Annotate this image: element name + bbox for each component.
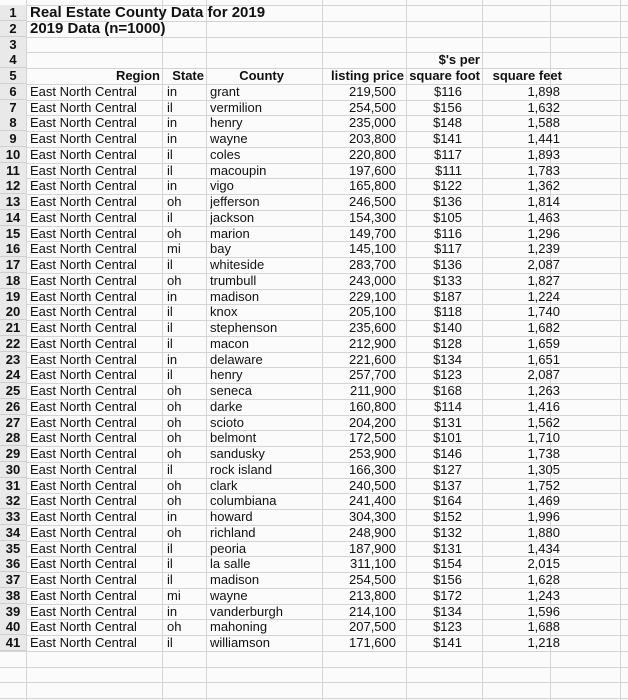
cell-square-feet[interactable]: 1,441 xyxy=(527,131,560,146)
cell-square-feet[interactable]: 1,632 xyxy=(527,100,560,115)
sheet-subtitle[interactable]: 2019 Data (n=1000) xyxy=(30,21,166,37)
row-number[interactable]: 21 xyxy=(0,320,26,336)
cell-state[interactable]: il xyxy=(167,304,173,319)
row-number[interactable]: 41 xyxy=(0,635,26,651)
cell-region[interactable]: East North Central xyxy=(30,178,137,193)
cell-price-per-sqft[interactable]: $105 xyxy=(433,210,462,225)
cell-price-per-sqft[interactable]: $136 xyxy=(433,257,462,272)
cell-region[interactable]: East North Central xyxy=(30,493,137,508)
cell-state[interactable]: oh xyxy=(167,383,182,398)
cell-square-feet[interactable]: 1,651 xyxy=(527,352,560,367)
cell-price-per-sqft[interactable]: $127 xyxy=(433,462,462,477)
cell-state[interactable]: mi xyxy=(167,241,181,256)
cell-price-per-sqft[interactable]: $123 xyxy=(433,367,462,382)
row-number[interactable]: 33 xyxy=(0,509,26,525)
cell-listing-price[interactable]: 283,700 xyxy=(349,257,396,272)
cell-listing-price[interactable]: 213,800 xyxy=(349,588,396,603)
cell-listing-price[interactable]: 214,100 xyxy=(349,604,396,619)
cell-price-per-sqft[interactable]: $156 xyxy=(433,572,462,587)
cell-county[interactable]: macon xyxy=(210,336,250,351)
cell-price-per-sqft[interactable]: $172 xyxy=(433,588,462,603)
cell-region[interactable]: East North Central xyxy=(30,352,137,367)
cell-price-per-sqft[interactable]: $156 xyxy=(433,100,462,115)
cell-square-feet[interactable]: 1,588 xyxy=(527,115,560,130)
cell-listing-price[interactable]: 160,800 xyxy=(349,399,396,414)
cell-square-feet[interactable]: 1,224 xyxy=(527,289,560,304)
row-number[interactable]: 35 xyxy=(0,541,26,557)
cell-region[interactable]: East North Central xyxy=(30,131,137,146)
cell-region[interactable]: East North Central xyxy=(30,462,137,477)
cell-listing-price[interactable]: 171,600 xyxy=(349,635,396,650)
cell-state[interactable]: in xyxy=(167,131,178,146)
row-number[interactable]: 38 xyxy=(0,588,26,604)
cell-county[interactable]: howard xyxy=(210,509,253,524)
cell-price-per-sqft[interactable]: $148 xyxy=(433,115,462,130)
row-number[interactable]: 39 xyxy=(0,604,26,620)
sheet-title[interactable]: Real Estate County Data for 2019 xyxy=(30,5,266,21)
cell-region[interactable]: East North Central xyxy=(30,399,137,414)
row-number[interactable]: 12 xyxy=(0,178,26,194)
cell-region[interactable]: East North Central xyxy=(30,604,137,619)
cell-square-feet[interactable]: 2,087 xyxy=(527,367,560,382)
cell-county[interactable]: seneca xyxy=(210,383,252,398)
cell-price-per-sqft[interactable]: $133 xyxy=(433,273,462,288)
row-number[interactable]: 27 xyxy=(0,415,26,431)
row-number[interactable]: 25 xyxy=(0,383,26,399)
cell-price-per-sqft[interactable]: $134 xyxy=(433,604,462,619)
cell-listing-price[interactable]: 172,500 xyxy=(349,430,396,445)
cell-listing-price[interactable]: 165,800 xyxy=(349,178,396,193)
cell-county[interactable]: coles xyxy=(210,147,241,162)
cell-region[interactable]: East North Central xyxy=(30,415,137,430)
row-number[interactable]: 11 xyxy=(0,163,26,179)
cell-county[interactable]: grant xyxy=(210,84,240,99)
cell-county[interactable]: henry xyxy=(210,367,243,382)
row-number[interactable]: 15 xyxy=(0,226,26,242)
cell-listing-price[interactable]: 203,800 xyxy=(349,131,396,146)
cell-listing-price[interactable]: 197,600 xyxy=(349,163,396,178)
cell-square-feet[interactable]: 1,562 xyxy=(527,415,560,430)
cell-county[interactable]: delaware xyxy=(210,352,263,367)
cell-region[interactable]: East North Central xyxy=(30,210,137,225)
grid-line-horizontal xyxy=(0,682,628,683)
cell-price-per-sqft[interactable]: $168 xyxy=(433,383,462,398)
row-number[interactable]: 14 xyxy=(0,210,26,226)
row-number[interactable]: 23 xyxy=(0,352,26,368)
cell-price-per-sqft[interactable]: $111 xyxy=(435,163,462,178)
grid-line-horizontal xyxy=(0,37,628,38)
cell-square-feet[interactable]: 1,305 xyxy=(527,462,560,477)
row-number[interactable]: 5 xyxy=(0,68,26,84)
cell-listing-price[interactable]: 149,700 xyxy=(349,226,396,241)
row-number[interactable]: 9 xyxy=(0,131,26,147)
cell-state[interactable]: oh xyxy=(167,525,182,540)
cell-square-feet[interactable]: 1,996 xyxy=(527,509,560,524)
cell-region[interactable]: East North Central xyxy=(30,320,137,335)
cell-state[interactable]: oh xyxy=(167,194,182,209)
cell-state[interactable]: il xyxy=(167,257,173,272)
cell-region[interactable]: East North Central xyxy=(30,383,137,398)
cell-region[interactable]: East North Central xyxy=(30,241,137,256)
cell-listing-price[interactable]: 235,600 xyxy=(349,320,396,335)
cell-region[interactable]: East North Central xyxy=(30,273,137,288)
cell-listing-price[interactable]: 219,500 xyxy=(349,84,396,99)
cell-square-feet[interactable]: 1,362 xyxy=(527,178,560,193)
cell-county[interactable]: scioto xyxy=(210,415,244,430)
row-number[interactable]: 30 xyxy=(0,462,26,478)
row-number[interactable]: 8 xyxy=(0,115,26,131)
row-number[interactable]: 13 xyxy=(0,194,26,210)
cell-listing-price[interactable]: 253,900 xyxy=(349,446,396,461)
cell-state[interactable]: in xyxy=(167,509,178,524)
cell-price-per-sqft[interactable]: $117 xyxy=(434,147,462,162)
grid-line-vertical xyxy=(482,0,483,700)
cell-square-feet[interactable]: 1,596 xyxy=(527,604,560,619)
cell-square-feet[interactable]: 1,893 xyxy=(527,147,560,162)
cell-listing-price[interactable]: 235,000 xyxy=(349,115,396,130)
cell-county[interactable]: henry xyxy=(210,115,243,130)
cell-county[interactable]: clark xyxy=(210,478,238,493)
header-state[interactable]: State xyxy=(172,68,204,83)
cell-state[interactable]: oh xyxy=(167,226,182,241)
grid-line-horizontal xyxy=(0,651,628,652)
cell-county[interactable]: sandusky xyxy=(210,446,265,461)
cell-square-feet[interactable]: 1,263 xyxy=(527,383,560,398)
cell-listing-price[interactable]: 212,900 xyxy=(349,336,396,351)
cell-county[interactable]: williamson xyxy=(210,635,270,650)
cell-listing-price[interactable]: 254,500 xyxy=(349,100,396,115)
cell-region[interactable]: East North Central xyxy=(30,226,137,241)
grid-line-vertical xyxy=(206,0,207,700)
cell-state[interactable]: oh xyxy=(167,493,182,508)
cell-state[interactable]: il xyxy=(167,572,173,587)
cell-listing-price[interactable]: 221,600 xyxy=(349,352,396,367)
row-number[interactable]: 31 xyxy=(0,478,26,494)
cell-square-feet[interactable]: 1,880 xyxy=(527,525,560,540)
cell-region[interactable]: East North Central xyxy=(30,147,137,162)
cell-region[interactable]: East North Central xyxy=(30,257,137,272)
row-number[interactable]: 6 xyxy=(0,84,26,100)
grid-line-horizontal xyxy=(0,667,628,668)
cell-listing-price[interactable]: 240,500 xyxy=(349,478,396,493)
cell-price-per-sqft[interactable]: $128 xyxy=(433,336,462,351)
header-price-per-sqft[interactable]: square foot xyxy=(409,68,480,83)
grid-line-vertical xyxy=(322,0,323,700)
grid-line-horizontal xyxy=(0,52,628,53)
cell-square-feet[interactable]: 1,218 xyxy=(527,635,560,650)
cell-county[interactable]: rock island xyxy=(210,462,273,477)
cell-region[interactable]: East North Central xyxy=(30,478,137,493)
cell-state[interactable]: il xyxy=(167,210,173,225)
cell-listing-price[interactable]: 220,800 xyxy=(349,147,396,162)
cell-square-feet[interactable]: 1,752 xyxy=(527,478,560,493)
cell-county[interactable]: belmont xyxy=(210,430,257,445)
cell-price-per-sqft[interactable]: $154 xyxy=(433,556,462,571)
header-price-per-sqft-top[interactable]: $'s per xyxy=(438,52,480,67)
cell-county[interactable]: vanderburgh xyxy=(210,604,283,619)
header-region[interactable]: Region xyxy=(115,68,160,83)
header-square-feet[interactable]: square feet xyxy=(492,68,562,83)
cell-listing-price[interactable]: 229,100 xyxy=(349,289,396,304)
cell-region[interactable]: East North Central xyxy=(30,194,137,209)
cell-state[interactable]: il xyxy=(167,147,173,162)
row-number[interactable]: 37 xyxy=(0,572,26,588)
cell-county[interactable]: wayne xyxy=(210,131,248,146)
cell-state[interactable]: oh xyxy=(167,619,182,634)
cell-listing-price[interactable]: 205,100 xyxy=(349,304,396,319)
cell-state[interactable]: oh xyxy=(167,430,182,445)
cell-listing-price[interactable]: 187,900 xyxy=(349,541,396,556)
cell-square-feet[interactable]: 1,416 xyxy=(527,399,560,414)
cell-price-per-sqft[interactable]: $146 xyxy=(433,446,462,461)
row-number[interactable]: 32 xyxy=(0,493,26,509)
cell-region[interactable]: East North Central xyxy=(30,336,137,351)
cell-square-feet[interactable]: 1,463 xyxy=(527,210,560,225)
row-number[interactable]: 16 xyxy=(0,241,26,257)
cell-price-per-sqft[interactable]: $117 xyxy=(434,241,462,256)
cell-square-feet[interactable]: 1,814 xyxy=(527,194,560,209)
cell-price-per-sqft[interactable]: $141 xyxy=(433,635,462,650)
cell-listing-price[interactable]: 311,100 xyxy=(349,556,396,571)
cell-region[interactable]: East North Central xyxy=(30,304,137,319)
grid-line-horizontal xyxy=(0,698,628,699)
cell-state[interactable]: il xyxy=(167,556,173,571)
cell-square-feet[interactable]: 2,015 xyxy=(527,556,560,571)
cell-price-per-sqft[interactable]: $140 xyxy=(433,320,462,335)
row-number[interactable]: 26 xyxy=(0,399,26,415)
cell-price-per-sqft[interactable]: $141 xyxy=(433,131,462,146)
cell-county[interactable]: richland xyxy=(210,525,256,540)
cell-region[interactable]: East North Central xyxy=(30,572,137,587)
cell-square-feet[interactable]: 1,243 xyxy=(527,588,560,603)
cell-county[interactable]: jefferson xyxy=(210,194,260,209)
grid-line-vertical xyxy=(406,0,407,700)
cell-state[interactable]: il xyxy=(167,541,173,556)
row-number[interactable]: 7 xyxy=(0,100,26,116)
cell-price-per-sqft[interactable]: $101 xyxy=(433,430,462,445)
cell-square-feet[interactable]: 2,087 xyxy=(527,257,560,272)
cell-region[interactable]: East North Central xyxy=(30,619,137,634)
cell-region[interactable]: East North Central xyxy=(30,541,137,556)
cell-price-per-sqft[interactable]: $187 xyxy=(433,289,462,304)
cell-square-feet[interactable]: 1,659 xyxy=(527,336,560,351)
cell-region[interactable]: East North Central xyxy=(30,525,137,540)
cell-county[interactable]: madison xyxy=(210,289,260,304)
cell-listing-price[interactable]: 166,300 xyxy=(349,462,396,477)
cell-listing-price[interactable]: 207,500 xyxy=(349,619,396,634)
cell-price-per-sqft[interactable]: $116 xyxy=(434,226,462,241)
header-listing-price[interactable]: listing price xyxy=(331,68,404,83)
cell-square-feet[interactable]: 1,296 xyxy=(527,226,560,241)
cell-square-feet[interactable]: 1,628 xyxy=(527,572,560,587)
cell-listing-price[interactable]: 254,500 xyxy=(349,572,396,587)
cell-county[interactable]: jackson xyxy=(210,210,255,225)
cell-region[interactable]: East North Central xyxy=(30,635,137,650)
cell-square-feet[interactable]: 1,434 xyxy=(527,541,560,556)
row-number[interactable]: 22 xyxy=(0,336,26,352)
cell-state[interactable]: il xyxy=(167,163,173,178)
cell-county[interactable]: mahoning xyxy=(210,619,268,634)
cell-county[interactable]: macoupin xyxy=(210,163,267,178)
cell-square-feet[interactable]: 1,710 xyxy=(527,430,560,445)
row-number[interactable]: 29 xyxy=(0,446,26,462)
row-number[interactable]: 28 xyxy=(0,430,26,446)
cell-state[interactable]: il xyxy=(167,462,173,477)
cell-state[interactable]: in xyxy=(167,115,178,130)
cell-county[interactable]: darke xyxy=(210,399,243,414)
cell-price-per-sqft[interactable]: $116 xyxy=(434,84,462,99)
cell-price-per-sqft[interactable]: $136 xyxy=(433,194,462,209)
cell-price-per-sqft[interactable]: $134 xyxy=(433,352,462,367)
cell-listing-price[interactable]: 154,300 xyxy=(349,210,396,225)
cell-price-per-sqft[interactable]: $132 xyxy=(433,525,462,540)
row-number[interactable]: 40 xyxy=(0,619,26,635)
row-number[interactable]: 17 xyxy=(0,257,26,273)
cell-state[interactable]: in xyxy=(167,84,178,99)
cell-region[interactable]: East North Central xyxy=(30,367,137,382)
cell-price-per-sqft[interactable]: $152 xyxy=(433,509,462,524)
cell-price-per-sqft[interactable]: $131 xyxy=(433,415,462,430)
cell-state[interactable]: oh xyxy=(167,478,182,493)
cell-state[interactable]: in xyxy=(167,604,178,619)
cell-price-per-sqft[interactable]: $164 xyxy=(433,493,462,508)
cell-county[interactable]: marion xyxy=(210,226,250,241)
cell-county[interactable]: la salle xyxy=(210,556,251,571)
cell-county[interactable]: peoria xyxy=(210,541,247,556)
row-number[interactable]: 10 xyxy=(0,147,26,163)
cell-state[interactable]: in xyxy=(167,352,178,367)
row-number[interactable]: 18 xyxy=(0,273,26,289)
cell-state[interactable]: oh xyxy=(167,273,182,288)
cell-state[interactable]: il xyxy=(167,635,173,650)
cell-listing-price[interactable]: 304,300 xyxy=(349,509,396,524)
cell-listing-price[interactable]: 241,400 xyxy=(349,493,396,508)
row-number[interactable]: 1 xyxy=(0,5,26,21)
cell-region[interactable]: East North Central xyxy=(30,84,137,99)
cell-region[interactable]: East North Central xyxy=(30,115,137,130)
cell-square-feet[interactable]: 1,783 xyxy=(527,163,560,178)
cell-square-feet[interactable]: 1,682 xyxy=(527,320,560,335)
grid-line-vertical xyxy=(26,0,27,700)
cell-price-per-sqft[interactable]: $118 xyxy=(434,304,462,319)
row-number[interactable]: 2 xyxy=(0,21,26,37)
cell-price-per-sqft[interactable]: $137 xyxy=(433,478,462,493)
cell-square-feet[interactable]: 1,469 xyxy=(527,493,560,508)
cell-square-feet[interactable]: 1,239 xyxy=(527,241,560,256)
cell-region[interactable]: East North Central xyxy=(30,163,137,178)
cell-listing-price[interactable]: 145,100 xyxy=(349,241,396,256)
cell-price-per-sqft[interactable]: $122 xyxy=(433,178,462,193)
cell-listing-price[interactable]: 248,900 xyxy=(349,525,396,540)
cell-county[interactable]: knox xyxy=(210,304,238,319)
row-number[interactable]: 3 xyxy=(0,37,26,53)
cell-state[interactable]: mi xyxy=(167,588,181,603)
cell-state[interactable]: oh xyxy=(167,399,182,414)
cell-square-feet[interactable]: 1,740 xyxy=(527,304,560,319)
row-number[interactable]: 34 xyxy=(0,525,26,541)
cell-county[interactable]: vigo xyxy=(210,178,234,193)
cell-square-feet[interactable]: 1,827 xyxy=(527,273,560,288)
grid-line-vertical xyxy=(620,0,621,700)
cell-square-feet[interactable]: 1,898 xyxy=(527,84,560,99)
cell-county[interactable]: vermilion xyxy=(210,100,263,115)
cell-county[interactable]: whiteside xyxy=(210,257,265,272)
cell-region[interactable]: East North Central xyxy=(30,556,137,571)
header-county[interactable]: County xyxy=(239,68,284,83)
cell-region[interactable]: East North Central xyxy=(30,446,137,461)
row-number[interactable]: 24 xyxy=(0,367,26,383)
cell-state[interactable]: oh xyxy=(167,415,182,430)
cell-county[interactable]: madison xyxy=(210,572,260,587)
cell-county[interactable]: columbiana xyxy=(210,493,277,508)
cell-region[interactable]: East North Central xyxy=(30,588,137,603)
row-number[interactable]: 20 xyxy=(0,304,26,320)
cell-state[interactable]: in xyxy=(167,178,178,193)
cell-price-per-sqft[interactable]: $131 xyxy=(433,541,462,556)
cell-state[interactable]: il xyxy=(167,100,173,115)
cell-square-feet[interactable]: 1,688 xyxy=(527,619,560,634)
cell-state[interactable]: oh xyxy=(167,446,182,461)
cell-region[interactable]: East North Central xyxy=(30,289,137,304)
cell-listing-price[interactable]: 257,700 xyxy=(349,367,396,382)
cell-state[interactable]: il xyxy=(167,336,173,351)
row-number[interactable]: 19 xyxy=(0,289,26,305)
cell-listing-price[interactable]: 211,900 xyxy=(349,383,396,398)
cell-state[interactable]: il xyxy=(167,367,173,382)
cell-region[interactable]: East North Central xyxy=(30,509,137,524)
cell-state[interactable]: in xyxy=(167,289,178,304)
cell-listing-price[interactable]: 246,500 xyxy=(349,194,396,209)
cell-county[interactable]: bay xyxy=(210,241,231,256)
cell-state[interactable]: il xyxy=(167,320,173,335)
cell-county[interactable]: stephenson xyxy=(210,320,278,335)
cell-listing-price[interactable]: 204,200 xyxy=(349,415,396,430)
grid-line-vertical xyxy=(162,0,163,700)
cell-region[interactable]: East North Central xyxy=(30,100,137,115)
row-number[interactable]: 36 xyxy=(0,556,26,572)
cell-county[interactable]: trumbull xyxy=(210,273,257,288)
cell-listing-price[interactable]: 243,000 xyxy=(349,273,396,288)
cell-square-feet[interactable]: 1,738 xyxy=(527,446,560,461)
row-number[interactable]: 4 xyxy=(0,52,26,68)
cell-price-per-sqft[interactable]: $123 xyxy=(433,619,462,634)
cell-county[interactable]: wayne xyxy=(210,588,248,603)
cell-price-per-sqft[interactable]: $114 xyxy=(434,399,462,414)
cell-region[interactable]: East North Central xyxy=(30,430,137,445)
